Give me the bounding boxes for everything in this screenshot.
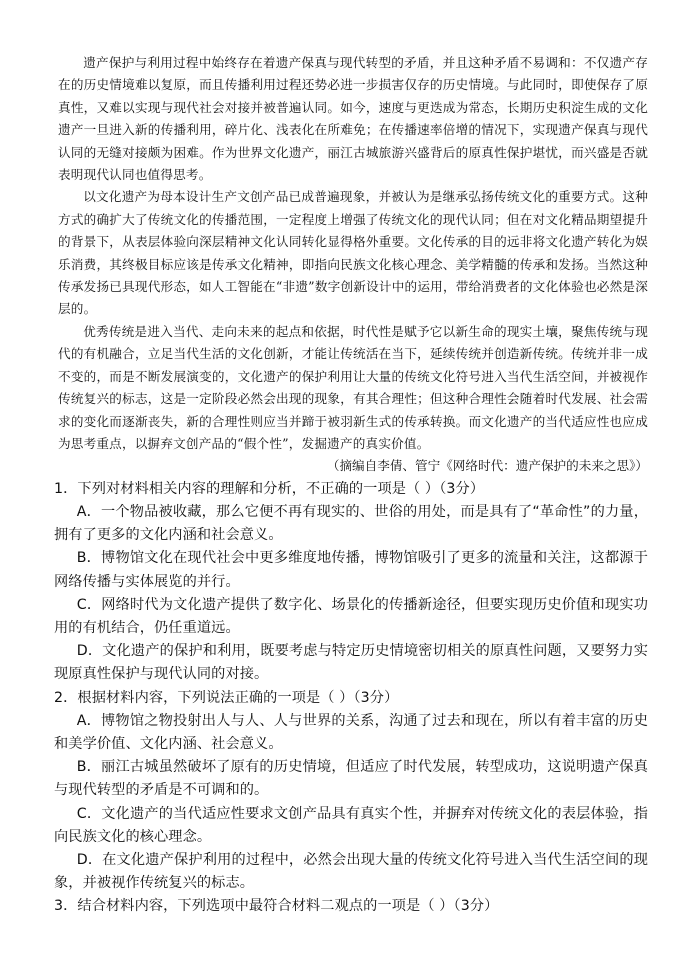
question-1: [54, 478, 648, 687]
option-d: D．在文化遗产保护利用的过程中，必然会出现大量的传统文化符号进入当代生活空间的现象，并被视作传统复兴的标志。: [54, 851, 648, 892]
option-a: A．一个物品被收藏，那么它便不再有现实的、世俗的用处，而是具有了“革命性”的力量，拥有了更多的文化内涵和社会意义。: [54, 503, 648, 544]
option-c: C．文化遗产的当代适应性要求文创产品具有真实个性，并摒弃对传统文化的表层体验，指向民族文化的核心理念。: [54, 805, 648, 845]
option-d: D．文化遗产的保护和利用，既要考虑与特定历史情境密切相关的原真性问题，又要努力实现原真性保护与现代认同的对接。: [54, 643, 648, 683]
question-list: [54, 478, 648, 919]
question-3: [54, 895, 648, 918]
question-stem: 2．根据材料内容，下列说法正确的一项是（ ）（3分）: [54, 689, 399, 706]
option-b: B．博物馆文化在现代社会中更多维度地传播，博物馆吸引了更多的流量和关注，这都源于网络传播与实体展览的并行。: [54, 550, 648, 590]
option-b: B．丽江古城虽然破坏了原有的历史情境，但适应了时代发展，转型成功，这说明遗产保真与现代转型的矛盾是不可调和的。: [54, 759, 648, 799]
passage-paragraph: 优秀传统是进入当代、走向未来的起点和依据，时代性是赋予它以新生命的现实土壤，聚焦传统与现代的有机融合，立足当代生活的文化创新，才能让传统活在当下，延续传统并创造新传统。传统并非一成不变的，而是不断发展演变的，文化遗产的保护利用让大量的传统文化符号进入当代生活空间，并被视作传统复兴的标志，这是一定阶段必然会出现的现象，有其合理性；但这种合理性会随着时代发展、社会需求的变化而逐渐丧失，新的合理性则应当并蹄于被羽新生式的传承转换。而文化遗产的当代适应性也应成为思考重点，以摒弃文创产品的“假个性”，发掘遗产的真实价值。: [58, 323, 648, 451]
passage-paragraph: 以文化遗产为母本设计生产文创产品已成普遍现象，并被认为是继承弘扬传统文化的重要方式。这种方式的确扩大了传统文化的传播范围，一定程度上增强了传统文化的现代认同；但在对文化精品期望提升的背景下，从表层体验向深层精神文化认同转化显得格外重要。文化传承的目的远非将文化遗产转化为娱乐消费，其终极目标应该是传承文化精神，即指向民族文化核心理念、美学精髓的传承和发扬。当然这种传承发扬已具现代形态，如人工智能在“非遗”数字创新设计中的运用，带给消费者的文化体验也必然是深层的。: [58, 189, 648, 317]
question-stem: 1．下列对材料相关内容的理解和分析，不正确的一项是（ ）（3分）: [54, 480, 485, 497]
option-a: A．博物馆之物投射出人与人、人与世界的关系，沟通了过去和现在，所以有着丰富的历史和美学价值、文化内涵、社会意义。: [54, 712, 648, 752]
reading-passage: [58, 52, 648, 455]
question-stem: 3．结合材料内容，下列选项中最符合材料二观点的一项是（ ）（3分）: [54, 898, 499, 915]
passage-paragraph: 遗产保护与利用过程中始终存在着遗产保真与现代转型的矛盾，并且这种矛盾不易调和：不仅遗产存在的历史情境难以复原，而且传播利用过程还势必进一步损害仅存的历史情境。与此同时，即使保存了原真性，又难以实现与现代社会对接并被普遍认同。如今，速度与更迭成为常态，长期历史积淀生成的文化遗产一旦进入新的传播利用，碎片化、浅表化在所难免；在传播速率倍增的情况下，实现遗产保真与现代认同的无缝对接颇为困难。作为世界文化遗产，丽江古城旅游兴盛背后的原真性保护堪忧，而兴盛是否就表明现代认同也值得思考。: [58, 55, 648, 183]
question-2: [54, 687, 648, 896]
option-c: C．网络时代为文化遗产提供了数字化、场景化的传播新途径，但要实现历史价值和现实功用的有机结合，仍任重道远。: [54, 596, 648, 636]
passage-source: （摘编自李倩、管宁《网络时代：遗产保护的未来之思》）: [326, 458, 648, 474]
